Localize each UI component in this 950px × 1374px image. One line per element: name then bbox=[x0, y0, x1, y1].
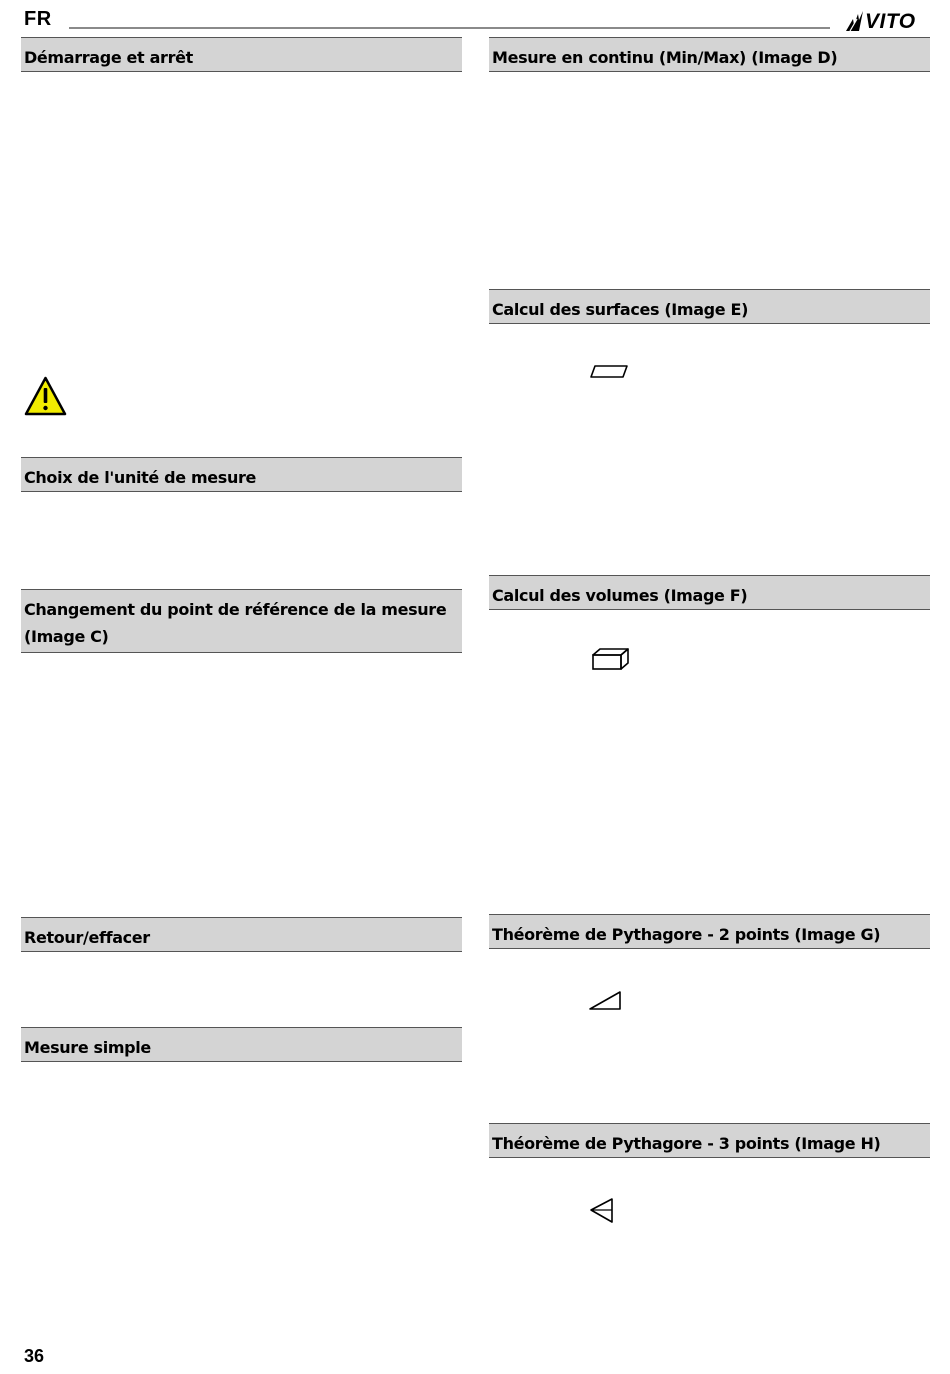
section-header-area-calc: Calcul des surfaces (Image E) bbox=[489, 289, 930, 324]
brand-logo bbox=[846, 9, 928, 33]
pythagoras-2-points-icon bbox=[588, 990, 624, 1012]
section-header-pythagoras-3: Théorème de Pythagore - 3 points (Image H) bbox=[489, 1123, 930, 1158]
section-header-reference-point: Changement du point de référence de la mesure (Image C) bbox=[21, 589, 462, 653]
warning-triangle-icon bbox=[24, 376, 67, 416]
vito-logo-mark-icon bbox=[846, 11, 864, 31]
volume-box-icon bbox=[590, 647, 632, 673]
section-header-single-measure: Mesure simple bbox=[21, 1027, 462, 1062]
section-header-unit-choice: Choix de l'unité de mesure bbox=[21, 457, 462, 492]
brand-name: VITO bbox=[865, 9, 916, 33]
header-rule bbox=[69, 27, 830, 29]
language-code: FR bbox=[24, 8, 52, 30]
section-header-continuous-measure: Mesure en continu (Min/Max) (Image D) bbox=[489, 37, 930, 72]
section-header-start-stop: Démarrage et arrêt bbox=[21, 37, 462, 72]
area-parallelogram-icon bbox=[589, 364, 629, 380]
section-header-pythagoras-2: Théorème de Pythagore - 2 points (Image G) bbox=[489, 914, 930, 949]
pythagoras-3-points-icon bbox=[588, 1197, 618, 1225]
page-number: 36 bbox=[24, 1346, 45, 1366]
section-header-back-clear: Retour/effacer bbox=[21, 917, 462, 952]
section-header-volume-calc: Calcul des volumes (Image F) bbox=[489, 575, 930, 610]
